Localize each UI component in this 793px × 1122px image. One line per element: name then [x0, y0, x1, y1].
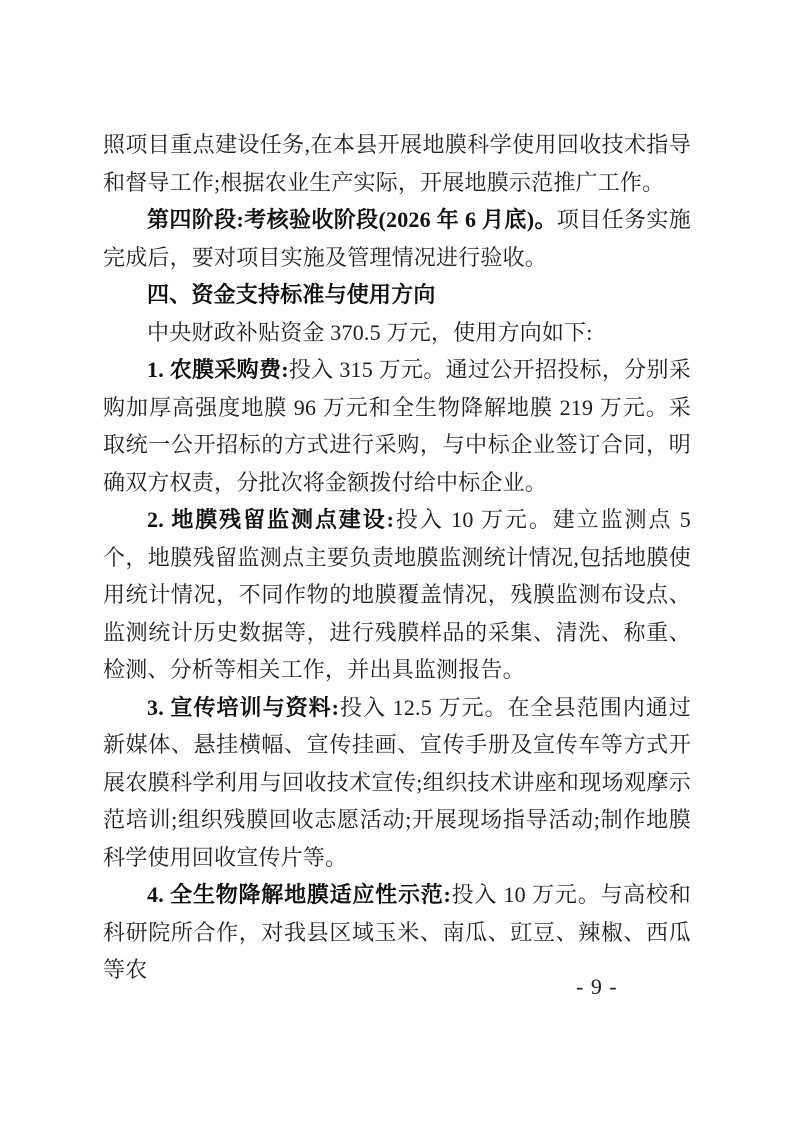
paragraph-stage4	[103, 201, 691, 276]
stage4-body-text: 项目任务实施完成后，要对项目实施及管理情况进行验收。	[103, 207, 692, 270]
document-body	[103, 126, 691, 989]
item2-body-text: 投入 10 万元。建立监测点 5 个，地膜残留监测点主要负责地膜监测统计情况,包括地膜使用统计情况，不同作物的地膜覆盖情况，残膜监测布设点、监测统计历史数据等，进行残膜样品的采集、清洗、称重、检测、分析等相关工作，并出具监测报告。	[103, 507, 691, 682]
funds-total-text: 中央财政补贴资金 370.5 万元，使用方向如下:	[147, 319, 593, 345]
paragraph-item3	[103, 689, 691, 877]
item1-lead-label: 1. 农膜采购费:	[147, 357, 289, 382]
paragraph-item2	[103, 501, 691, 689]
item4-lead-label: 4. 全生物降解地膜适应性示范:	[147, 882, 452, 907]
section-heading-text: 四、资金支持标准与使用方向	[147, 282, 436, 307]
item3-body-text: 投入 12.5 万元。在全县范围内通过新媒体、悬挂横幅、宣传挂画、宣传手册及宣传车等方式开展农膜科学利用与回收技术宣传;组织技术讲座和现场观摩示范培训;组织残膜回收志愿活动;开展现场指导活动;制作地膜科学使用回收宣传片等。	[103, 694, 691, 870]
paragraph-continuation	[103, 126, 691, 201]
paragraph-item1	[103, 351, 691, 501]
paragraph-continuation-text: 照项目重点建设任务,在本县开展地膜科学使用回收技术指导和督导工作;根据农业生产实际，开展地膜示范推广工作。	[103, 132, 691, 195]
item3-lead-label: 3. 宣传培训与资料:	[147, 694, 340, 720]
item1-body-text: 投入 315 万元。通过公开招投标，分别采购加厚高强度地膜 96 万元和全生物降解地膜 219 万元。采取统一公开招标的方式进行采购，与中标企业签订合同，明确双方权责，分批次将金额拨付给中标企业。	[103, 357, 691, 495]
page-number: - 9 -	[576, 974, 618, 999]
stage4-lead-label: 第四阶段:考核验收阶段(2026 年 6 月底)。	[147, 207, 557, 232]
item2-lead-label: 2. 地膜残留监测点建设:	[147, 507, 395, 532]
item4-body-text: 投入 10 万元。与高校和科研院所合作，对我县区域玉米、南瓜、豇豆、辣椒、西瓜等农	[103, 882, 691, 982]
paragraph-funds-total	[103, 314, 691, 352]
section-heading-funding	[103, 276, 691, 314]
paragraph-item4	[103, 876, 691, 989]
